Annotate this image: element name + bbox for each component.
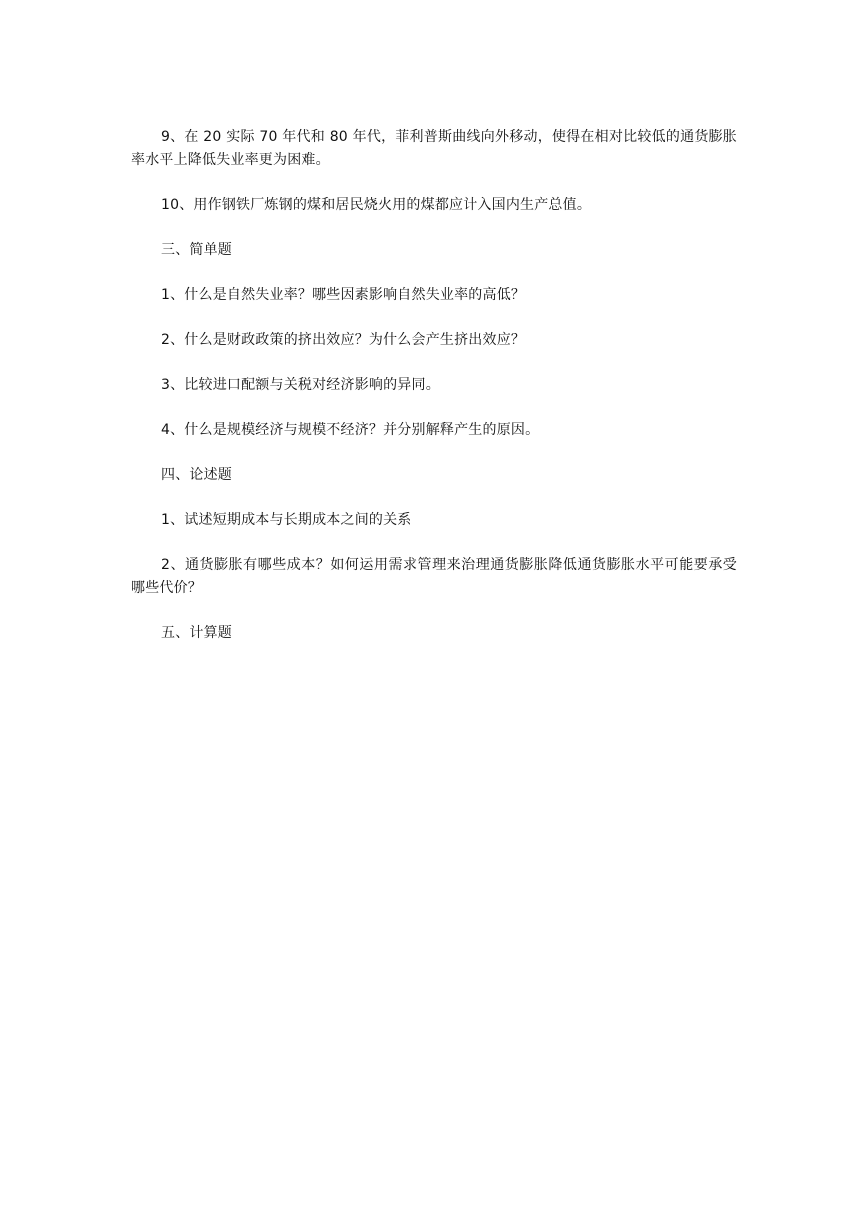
section-heading-calculation: 五、计算题 — [161, 625, 232, 641]
paragraph-short-answer-4: 4、什么是规模经济与规模不经济？并分别解释产生的原因。 — [161, 422, 540, 438]
paragraph-question-10: 10、用作钢铁厂炼钢的煤和居民烧火用的煤都应计入国内生产总值。 — [161, 197, 592, 213]
section-heading-short-answer: 三、简单题 — [161, 242, 232, 258]
paragraph-spacer — [131, 217, 737, 239]
paragraph-essay-1: 1、试述短期成本与长期成本之间的关系 — [161, 512, 412, 528]
paragraph-spacer — [131, 532, 737, 554]
paragraph-short-answer-3: 3、比较进口配额与关税对经济影响的异同。 — [161, 377, 440, 393]
paragraph-short-answer-1: 1、什么是自然失业率？哪些因素影响自然失业率的高低？ — [161, 287, 526, 303]
paragraph-spacer — [131, 442, 737, 464]
paragraph-spacer — [131, 397, 737, 419]
paragraph-spacer — [131, 262, 737, 284]
paragraph-spacer — [131, 172, 737, 194]
paragraph-spacer — [131, 487, 737, 509]
document-body — [131, 126, 737, 645]
section-heading-essay: 四、论述题 — [161, 467, 232, 483]
paragraph-question-9: 9、在 20 实际 70 年代和 80 年代，菲利普斯曲线向外移动，使得在相对比较低的通货膨胀率水平上降低失业率更为困难。 — [131, 129, 737, 168]
paragraph-spacer — [131, 352, 737, 374]
paragraph-short-answer-2: 2、什么是财政政策的挤出效应？为什么会产生挤出效应？ — [161, 332, 526, 348]
paragraph-essay-2: 2、通货膨胀有哪些成本？如何运用需求管理来治理通货膨胀降低通货膨胀水平可能要承受哪些代价？ — [131, 557, 737, 596]
paragraph-spacer — [131, 600, 737, 622]
paragraph-spacer — [131, 307, 737, 329]
